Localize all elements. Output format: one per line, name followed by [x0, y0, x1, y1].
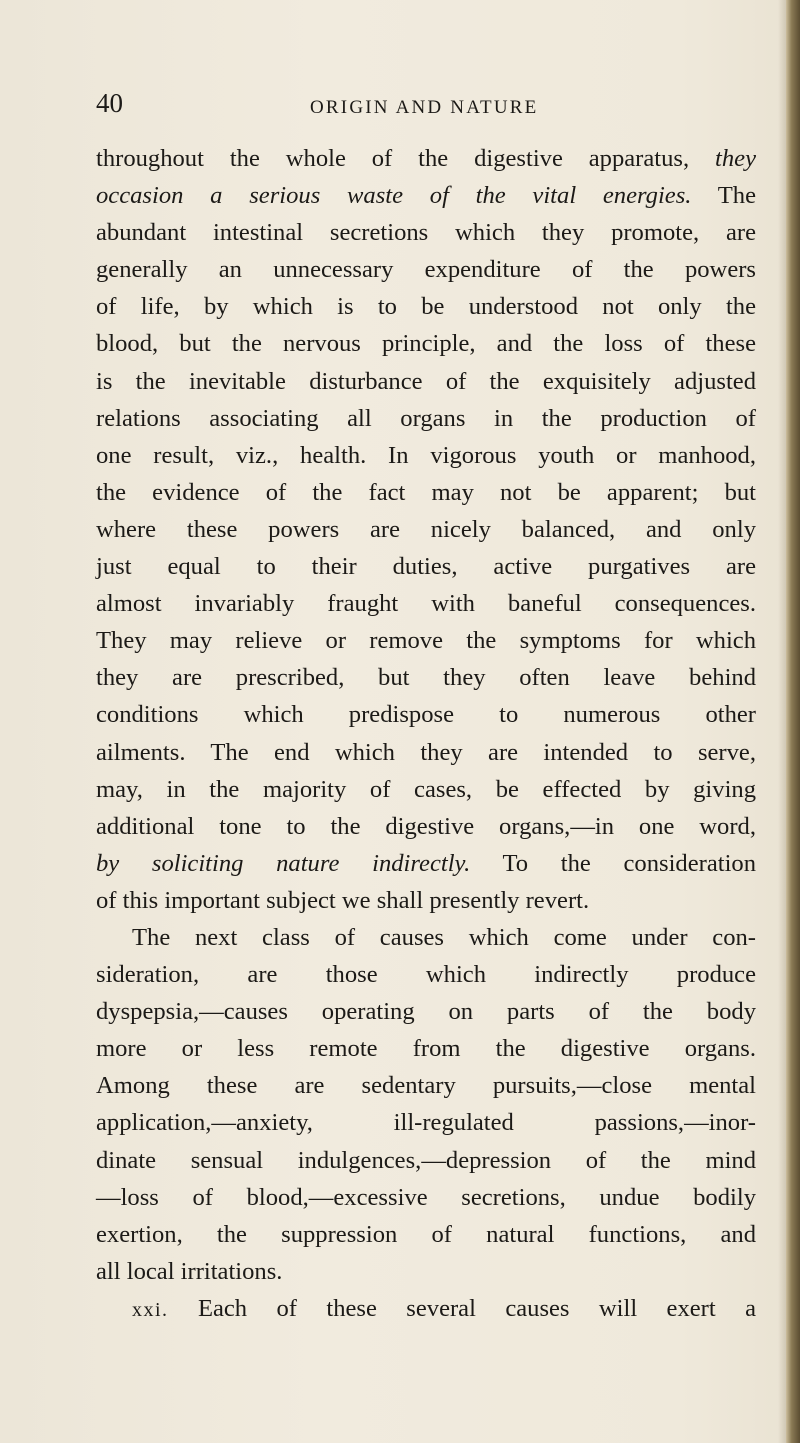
- paragraph-start-line: The next class of causes which come under con-: [132, 923, 756, 951]
- text-line: throughout the whole of the digestive apparatus, they: [96, 145, 756, 172]
- text-line: almost invariably fraught with baneful consequences.: [96, 590, 756, 618]
- text-line: they are prescribed, but they often leave behind: [96, 664, 756, 692]
- gutter-shadow: [778, 0, 786, 1443]
- text-line: all local irritations.: [96, 1257, 283, 1285]
- text-line: one result, viz., health. In vigorous youth or manhood,: [96, 441, 756, 469]
- text-line: of life, by which is to be understood not only the: [96, 293, 756, 321]
- text-line: —loss of blood,—excessive secretions, undue bodily: [96, 1183, 756, 1211]
- text-line: dinate sensual indulgences,—depression of the mind: [96, 1146, 756, 1174]
- text-line: They may relieve or remove the symptoms for which: [96, 627, 756, 655]
- text-line: occasion a serious waste of the vital energies. The: [96, 182, 756, 210]
- body-text: [96, 140, 756, 1327]
- text-line: conditions which predispose to numerous other: [96, 701, 756, 729]
- text-line: the evidence of the fact may not be apparent; but: [96, 478, 756, 506]
- section-number: xxi.: [132, 1298, 169, 1321]
- text-line: exertion, the suppression of natural functions, and: [96, 1220, 756, 1248]
- text-line: additional tone to the digestive organs,—in one word,: [96, 812, 756, 840]
- section-start-line: xxi. Each of these several causes will exert a: [132, 1294, 756, 1322]
- text-line: just equal to their duties, active purgatives are: [96, 553, 756, 581]
- page-header: [96, 88, 756, 124]
- text-line: more or less remote from the digestive organs.: [96, 1035, 756, 1063]
- text-line: application,—anxiety, ill-regulated passions,—inor-: [96, 1109, 756, 1137]
- book-spine: [786, 0, 800, 1443]
- text-line: dyspepsia,—causes operating on parts of the body: [96, 998, 756, 1026]
- text-line: of this important subject we shall presently revert.: [96, 886, 590, 914]
- running-title: ORIGIN AND NATURE: [310, 97, 539, 118]
- text-line: is the inevitable disturbance of the exquisitely adjusted: [96, 367, 756, 395]
- text-line: sideration, are those which indirectly produce: [96, 961, 756, 989]
- page-number: 40: [96, 88, 123, 118]
- text-line: may, in the majority of cases, be effected by giving: [96, 775, 756, 803]
- text-line: Among these are sedentary pursuits,—close mental: [96, 1072, 756, 1100]
- text-line: by soliciting nature indirectly. To the consideration: [96, 849, 757, 877]
- text-line: relations associating all organs in the production of: [96, 404, 756, 432]
- text-line: ailments. The end which they are intended to serve,: [96, 738, 756, 766]
- text-line: where these powers are nicely balanced, and only: [96, 515, 756, 543]
- text-line: generally an unnecessary expenditure of the powers: [96, 256, 756, 284]
- text-line: abundant intestinal secretions which they promote, are: [96, 219, 756, 247]
- text-line: blood, but the nervous principle, and the loss of these: [96, 330, 756, 358]
